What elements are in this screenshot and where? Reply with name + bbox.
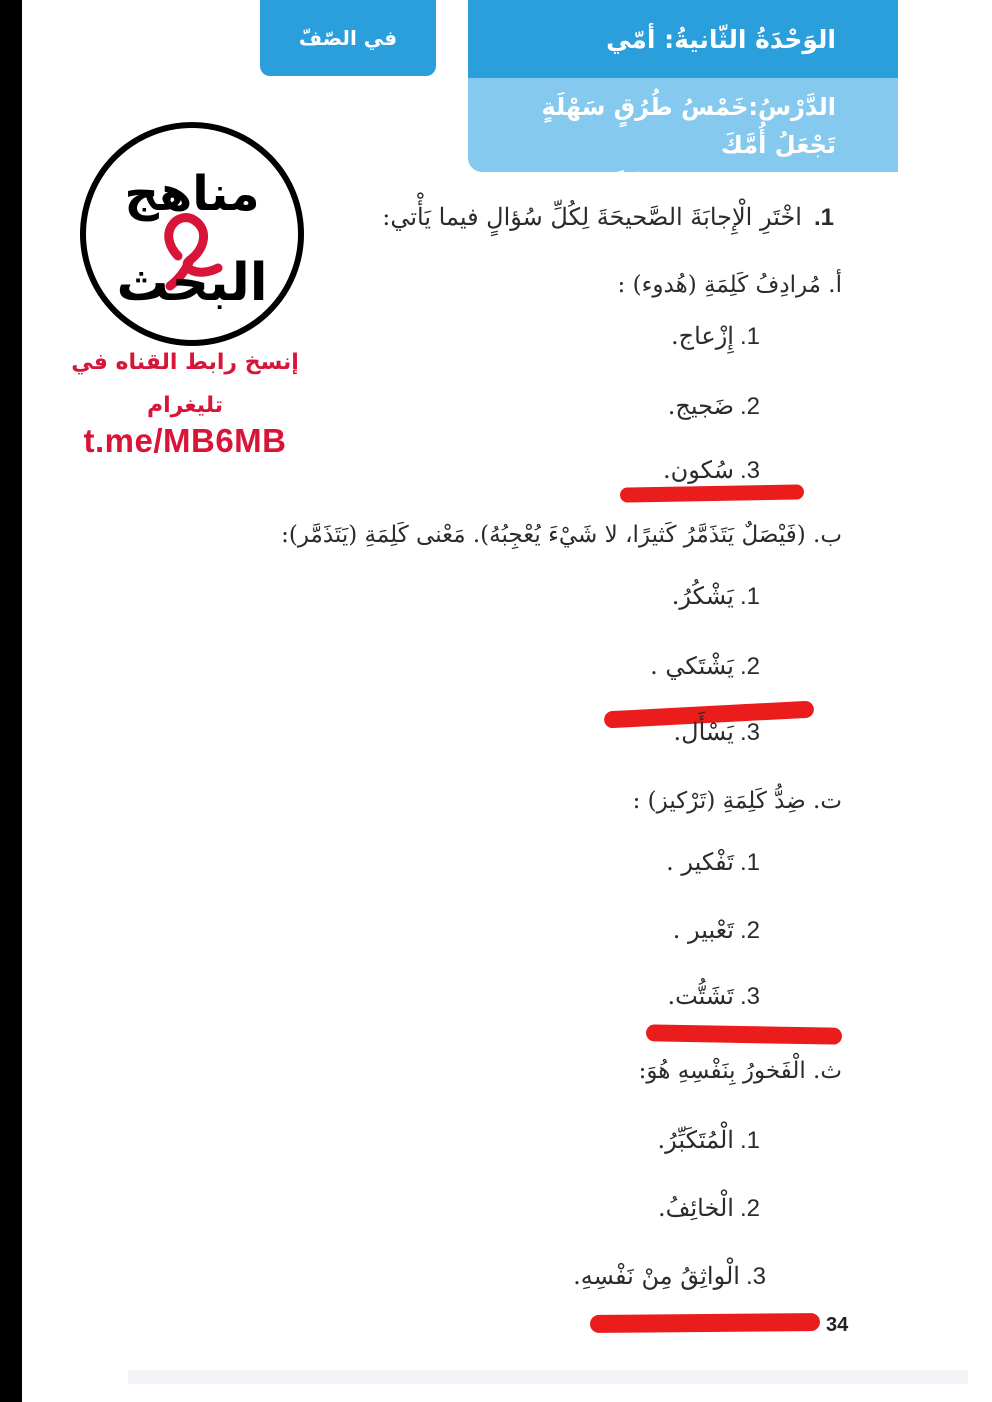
question-b-option-3 — [674, 718, 761, 747]
question-a-label: أ. مُرادِفُ كَلِمَةِ (هُدوء) : — [617, 272, 842, 298]
question-t-option-3 — [667, 982, 760, 1011]
bottom-strip — [128, 1370, 968, 1384]
option-number: 1. — [739, 323, 760, 350]
option-number: 1. — [739, 583, 760, 610]
question-a-option-3 — [663, 456, 760, 485]
option-number: 3. — [739, 457, 760, 484]
option-number: 2. — [739, 1195, 760, 1222]
question-th-option-2 — [658, 1194, 760, 1223]
question-b-option-2 — [650, 652, 760, 681]
unit-title-bar — [468, 0, 898, 78]
promo-line1: إنسخ رابط القناه في — [71, 350, 299, 375]
question-b-option-1 — [672, 582, 760, 611]
ribbon-icon — [86, 128, 298, 340]
answer-highlight-a — [620, 484, 804, 502]
option-number: 2. — [739, 653, 760, 680]
option-text: تَشَتُّت. — [667, 982, 734, 1010]
option-text: يَشْتَكي . — [650, 652, 734, 680]
promo-line2: تليغرام — [147, 393, 223, 418]
option-text: يَشْكُرُ. — [671, 582, 734, 610]
option-text: الْخائِفُ. — [658, 1194, 734, 1222]
question-t-option-1 — [666, 848, 760, 877]
option-text: ضَجيج. — [667, 392, 734, 420]
question-a-option-1 — [671, 322, 760, 351]
option-number: 3. — [745, 1263, 766, 1290]
option-text: إِزْعاج. — [670, 322, 734, 350]
option-number: 3. — [739, 719, 760, 746]
answer-highlight-t — [646, 1024, 842, 1044]
watermark-promo — [40, 340, 330, 460]
exercise-instruction — [382, 203, 834, 232]
lesson-title-line1: الدَّرْسُ:خَمْسُ طُرُقٍ سَهْلَةٍ تَجْعَلُ أُمَّكَ — [541, 93, 836, 159]
option-text: تَفْكير . — [666, 848, 734, 876]
page-number: 34 — [826, 1314, 849, 1336]
lesson-header — [468, 0, 898, 197]
question-b-label: ب. (فَيْصَلٌ يَتَذَمَّرُ كَثيرًا، لا شَيْءَ يُعْجِبُهُ). مَعْنى كَلِمَةِ (يَتَذَمَّر): — [281, 522, 842, 548]
question-t-option-2 — [673, 916, 760, 945]
question-t-label: ت. ضِدُّ كَلِمَةِ (تَرْكيز) : — [632, 788, 842, 814]
exercise-number: 1. — [813, 204, 834, 231]
instruction-text: اخْتَرِ الْإِجابَةَ الصَّحيحَةَ لِكُلِّ سُؤالٍ فيما يَأْتي: — [382, 203, 802, 231]
left-border-bar — [0, 0, 22, 1402]
option-number: 1. — [739, 849, 760, 876]
section-tab — [260, 0, 436, 76]
question-th-label: ث. الْفَخورُ بِنَفْسِهِ هُوَ: — [638, 1058, 842, 1084]
question-a-option-2 — [668, 392, 760, 421]
lesson-title-line2: سَعيدَةً وَراضِيَةً عَنْكَ — [611, 169, 836, 197]
logo-text-top: مناهج — [124, 166, 260, 222]
unit-title: الوَحْدَةُ الثّانيةُ: أمّي — [606, 24, 836, 54]
option-text: يَسْأَل. — [673, 718, 734, 746]
option-text: سُكون. — [662, 456, 734, 484]
lesson-title-bar — [468, 78, 898, 197]
option-number: 2. — [739, 917, 760, 944]
option-text: الْواثِقُ مِنْ نَفْسِهِ. — [573, 1262, 740, 1290]
logo-text-bottom: البحث — [116, 253, 268, 313]
option-number: 3. — [739, 983, 760, 1010]
promo-url: t.me/MB6MB — [83, 422, 287, 459]
option-number: 1. — [739, 1127, 760, 1154]
question-th-option-3 — [573, 1262, 766, 1291]
channel-logo — [80, 122, 304, 346]
answer-highlight-th — [590, 1313, 820, 1333]
option-text: تَعْبير . — [672, 916, 734, 944]
option-number: 2. — [739, 393, 760, 420]
question-th-option-1 — [658, 1126, 761, 1155]
option-text: الْمُتَكَبِّرُ. — [657, 1126, 734, 1154]
section-tab-label: في الصّفّ — [298, 26, 398, 50]
